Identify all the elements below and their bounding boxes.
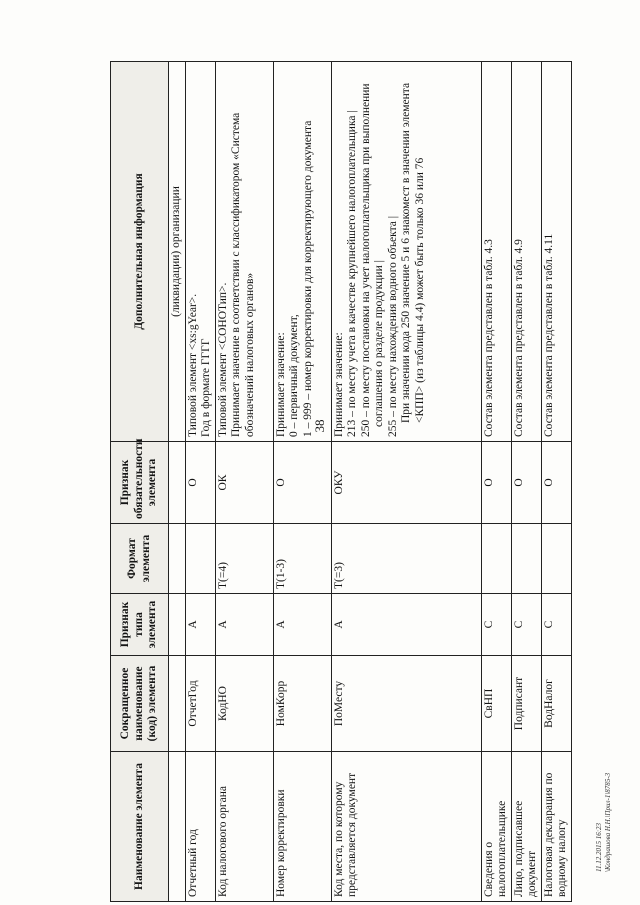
page-number: 38	[312, 419, 327, 433]
continuation-text: (ликвидации) организации	[169, 62, 186, 442]
element-name: Сведения о налогоплательщике	[481, 752, 511, 902]
header-element-name: Наименование элемента	[111, 752, 169, 902]
element-info: Состав элемента представлен в табл. 4.3	[481, 62, 511, 442]
element-required: О	[185, 442, 215, 524]
element-format	[511, 524, 541, 594]
element-code: ВодНалог	[541, 656, 571, 752]
element-code: СвНП	[481, 656, 511, 752]
element-info: Типовой элемент <xs:gYear>. Год в формате ГГГГ	[185, 62, 215, 442]
element-format: T(=3)	[331, 524, 481, 594]
stamp-timestamp: 11.12.2015 16:23	[595, 822, 603, 872]
stamp-path: \Кондрашова Н.Н.\Прил-1\8785-3	[604, 772, 612, 872]
table-row	[185, 62, 215, 902]
element-code: НомКорр	[273, 656, 331, 752]
element-format	[481, 524, 511, 594]
header-element-required: Признак обязательности элемента	[111, 442, 169, 524]
header-element-format: Формат элемента	[111, 524, 169, 594]
element-type: С	[541, 594, 571, 656]
element-format	[185, 524, 215, 594]
element-format: T(1-3)	[273, 524, 331, 594]
rotated-page-content	[110, 62, 568, 902]
element-format	[541, 524, 571, 594]
table-row	[169, 62, 186, 902]
table-row	[273, 62, 331, 902]
table-row	[331, 62, 481, 902]
element-required: О	[511, 442, 541, 524]
element-name: Лицо, подписавшее документ	[511, 752, 541, 902]
element-code: ПоМесту	[331, 656, 481, 752]
table-row	[511, 62, 541, 902]
table-header-row	[111, 62, 169, 902]
element-code: Подписант	[511, 656, 541, 752]
table-row	[481, 62, 511, 902]
element-type: А	[273, 594, 331, 656]
elements-table	[110, 61, 572, 902]
element-type: А	[215, 594, 273, 656]
header-element-code: Сокращенное наименование (код) элемента	[111, 656, 169, 752]
table-row	[541, 62, 571, 902]
element-info: Принимает значение: 213 – по месту учета в качестве крупнейшего налогоплательщика | 250 – по месту постановки на учет налогоплательщика при выполнении соглашения о разделе продукции | 255 – по месту нахождения водного объекта | При значении кода 250 значение 5 и 6 знакомест в значении элемента <КПП> (из таблицы 4.4) может быть только 36 или 76	[331, 62, 481, 442]
element-info: Состав элемента представлен в табл. 4.9	[511, 62, 541, 442]
element-name: Налоговая декларация по водному налогу	[541, 752, 571, 902]
element-name: Код места, по которому представляется документ	[331, 752, 481, 902]
element-info: Состав элемента представлен в табл. 4.11	[541, 62, 571, 442]
element-type: А	[331, 594, 481, 656]
element-info: Типовой элемент <СОНОТип>. Принимает значение в соответствии с классификатором «Система обозначений налоговых органов»	[215, 62, 273, 442]
table-row	[215, 62, 273, 902]
header-additional-info: Дополнительная информация	[111, 62, 169, 442]
element-required: О	[273, 442, 331, 524]
element-format: T(=4)	[215, 524, 273, 594]
element-required: О	[541, 442, 571, 524]
header-element-type: Признак типа элемента	[111, 594, 169, 656]
element-name: Отчетный год	[185, 752, 215, 902]
element-required: О	[481, 442, 511, 524]
element-name: Номер корректировки	[273, 752, 331, 902]
element-info: Принимает значение: 0 – первичный документ, 1 – 999 – номер корректировки для корректирующего документа	[273, 62, 331, 442]
element-name: Код налогового органа	[215, 752, 273, 902]
element-type: С	[481, 594, 511, 656]
element-type: С	[511, 594, 541, 656]
element-required: ОКУ	[331, 442, 481, 524]
element-required: ОК	[215, 442, 273, 524]
file-stamp	[595, 772, 613, 872]
element-code: КодНО	[215, 656, 273, 752]
element-code: ОтчетГод	[185, 656, 215, 752]
element-type: А	[185, 594, 215, 656]
